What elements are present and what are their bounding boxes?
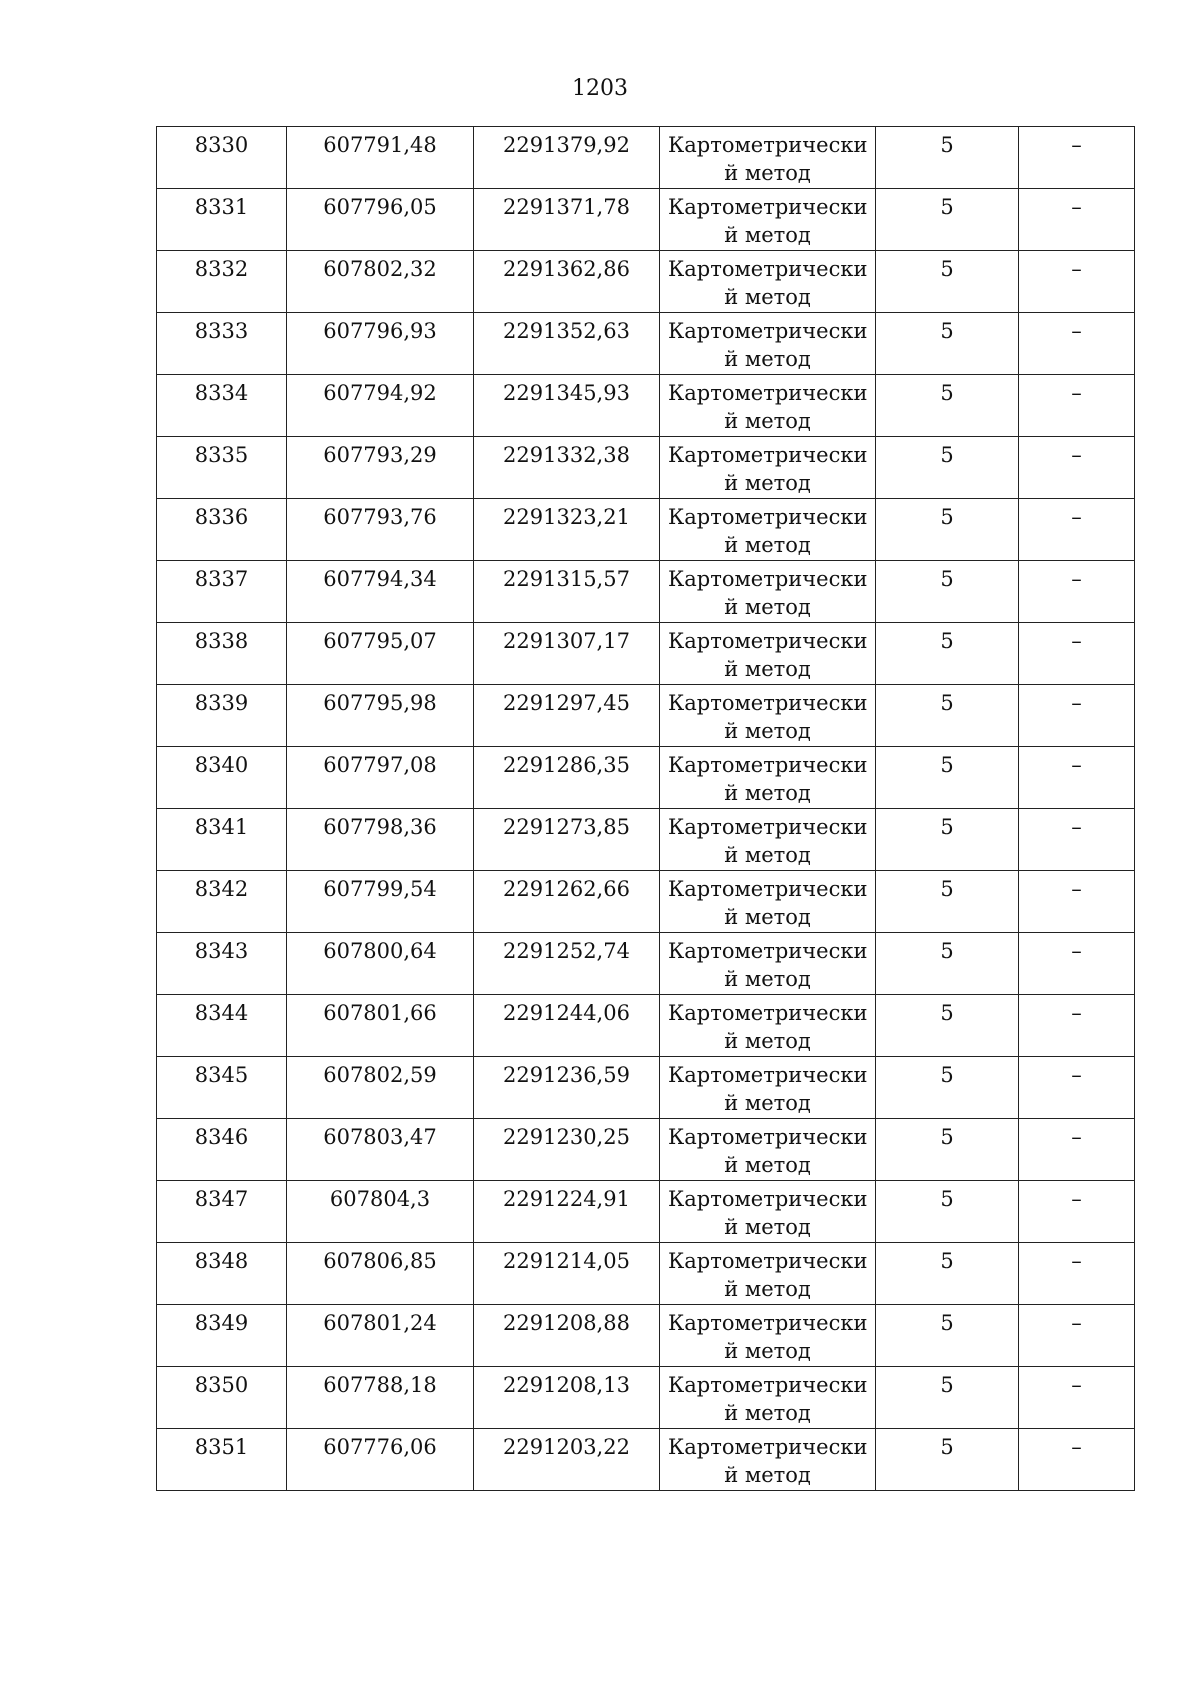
table-row xyxy=(157,189,1135,251)
x-coordinate-cell-text: 607776,06 xyxy=(323,1435,437,1459)
method-cell xyxy=(660,747,876,809)
accuracy-cell-text: 5 xyxy=(940,319,954,343)
method-cell-text: Картометрически й метод xyxy=(668,443,868,495)
extra-cell xyxy=(1019,871,1135,933)
point-number-cell xyxy=(157,623,287,685)
y-coordinate-cell xyxy=(474,685,660,747)
y-coordinate-cell-text: 2291262,66 xyxy=(503,877,630,901)
method-cell xyxy=(660,1057,876,1119)
point-number-cell xyxy=(157,561,287,623)
x-coordinate-cell-text: 607800,64 xyxy=(323,939,437,963)
x-coordinate-cell-text: 607797,08 xyxy=(323,753,437,777)
point-number-cell-text: 8334 xyxy=(194,381,249,405)
x-coordinate-cell xyxy=(287,747,474,809)
table-row xyxy=(157,499,1135,561)
extra-cell xyxy=(1019,685,1135,747)
extra-cell xyxy=(1019,623,1135,685)
accuracy-cell xyxy=(876,809,1019,871)
extra-cell-text: – xyxy=(1071,257,1082,281)
accuracy-cell-text: 5 xyxy=(940,1187,954,1211)
method-cell xyxy=(660,313,876,375)
table-row xyxy=(157,127,1135,189)
x-coordinate-cell-text: 607799,54 xyxy=(323,877,437,901)
extra-cell-text: – xyxy=(1071,1063,1082,1087)
accuracy-cell xyxy=(876,623,1019,685)
y-coordinate-cell-text: 2291297,45 xyxy=(503,691,630,715)
method-cell xyxy=(660,623,876,685)
extra-cell xyxy=(1019,1119,1135,1181)
y-coordinate-cell xyxy=(474,995,660,1057)
accuracy-cell xyxy=(876,251,1019,313)
point-number-cell xyxy=(157,127,287,189)
point-number-cell-text: 8331 xyxy=(194,195,249,219)
y-coordinate-cell-text: 2291224,91 xyxy=(503,1187,630,1211)
y-coordinate-cell-text: 2291352,63 xyxy=(503,319,630,343)
point-number-cell-text: 8333 xyxy=(194,319,249,343)
y-coordinate-cell xyxy=(474,561,660,623)
accuracy-cell-text: 5 xyxy=(940,257,954,281)
extra-cell xyxy=(1019,747,1135,809)
accuracy-cell-text: 5 xyxy=(940,133,954,157)
x-coordinate-cell xyxy=(287,623,474,685)
y-coordinate-cell xyxy=(474,809,660,871)
method-cell xyxy=(660,1429,876,1491)
y-coordinate-cell-text: 2291307,17 xyxy=(503,629,630,653)
table-row xyxy=(157,251,1135,313)
x-coordinate-cell xyxy=(287,561,474,623)
point-number-cell xyxy=(157,375,287,437)
method-cell xyxy=(660,437,876,499)
coordinates-table-body xyxy=(157,127,1135,1491)
table-row xyxy=(157,809,1135,871)
table-row xyxy=(157,1181,1135,1243)
point-number-cell-text: 8332 xyxy=(194,257,249,281)
point-number-cell-text: 8341 xyxy=(194,815,249,839)
accuracy-cell-text: 5 xyxy=(940,1249,954,1273)
point-number-cell-text: 8342 xyxy=(194,877,249,901)
table-row xyxy=(157,1243,1135,1305)
table-row xyxy=(157,313,1135,375)
accuracy-cell-text: 5 xyxy=(940,381,954,405)
table-row xyxy=(157,871,1135,933)
coordinates-table xyxy=(156,126,1135,1491)
point-number-cell-text: 8347 xyxy=(194,1187,249,1211)
extra-cell-text: – xyxy=(1071,877,1082,901)
method-cell-text: Картометрически й метод xyxy=(668,1435,868,1487)
method-cell-text: Картометрически й метод xyxy=(668,1187,868,1239)
x-coordinate-cell-text: 607795,07 xyxy=(323,629,437,653)
y-coordinate-cell xyxy=(474,499,660,561)
method-cell xyxy=(660,685,876,747)
x-coordinate-cell xyxy=(287,375,474,437)
accuracy-cell-text: 5 xyxy=(940,691,954,715)
method-cell-text: Картометрически й метод xyxy=(668,1001,868,1053)
point-number-cell xyxy=(157,995,287,1057)
accuracy-cell xyxy=(876,685,1019,747)
table-row xyxy=(157,437,1135,499)
table-row xyxy=(157,1429,1135,1491)
extra-cell-text: – xyxy=(1071,1001,1082,1025)
point-number-cell xyxy=(157,871,287,933)
extra-cell-text: – xyxy=(1071,1311,1082,1335)
table-row xyxy=(157,1119,1135,1181)
x-coordinate-cell xyxy=(287,313,474,375)
method-cell xyxy=(660,1119,876,1181)
point-number-cell xyxy=(157,933,287,995)
point-number-cell-text: 8344 xyxy=(194,1001,249,1025)
x-coordinate-cell-text: 607794,34 xyxy=(323,567,437,591)
extra-cell xyxy=(1019,1243,1135,1305)
y-coordinate-cell xyxy=(474,871,660,933)
accuracy-cell xyxy=(876,1181,1019,1243)
method-cell xyxy=(660,499,876,561)
x-coordinate-cell-text: 607788,18 xyxy=(323,1373,437,1397)
x-coordinate-cell-text: 607802,59 xyxy=(323,1063,437,1087)
x-coordinate-cell xyxy=(287,251,474,313)
y-coordinate-cell xyxy=(474,189,660,251)
method-cell-text: Картометрически й метод xyxy=(668,195,868,247)
method-cell xyxy=(660,809,876,871)
x-coordinate-cell-text: 607795,98 xyxy=(323,691,437,715)
extra-cell xyxy=(1019,1367,1135,1429)
method-cell-text: Картометрически й метод xyxy=(668,1125,868,1177)
accuracy-cell-text: 5 xyxy=(940,1373,954,1397)
accuracy-cell-text: 5 xyxy=(940,1435,954,1459)
extra-cell xyxy=(1019,375,1135,437)
table-row xyxy=(157,995,1135,1057)
x-coordinate-cell xyxy=(287,995,474,1057)
point-number-cell-text: 8337 xyxy=(194,567,249,591)
y-coordinate-cell-text: 2291362,86 xyxy=(503,257,630,281)
accuracy-cell xyxy=(876,499,1019,561)
method-cell-text: Картометрически й метод xyxy=(668,1249,868,1301)
extra-cell xyxy=(1019,437,1135,499)
extra-cell-text: – xyxy=(1071,939,1082,963)
method-cell-text: Картометрически й метод xyxy=(668,133,868,185)
method-cell xyxy=(660,1367,876,1429)
accuracy-cell xyxy=(876,375,1019,437)
y-coordinate-cell-text: 2291208,13 xyxy=(503,1373,630,1397)
method-cell-text: Картометрически й метод xyxy=(668,753,868,805)
y-coordinate-cell-text: 2291332,38 xyxy=(503,443,630,467)
table-row xyxy=(157,561,1135,623)
method-cell xyxy=(660,933,876,995)
accuracy-cell-text: 5 xyxy=(940,629,954,653)
x-coordinate-cell xyxy=(287,499,474,561)
method-cell xyxy=(660,1305,876,1367)
point-number-cell xyxy=(157,251,287,313)
accuracy-cell-text: 5 xyxy=(940,1063,954,1087)
accuracy-cell-text: 5 xyxy=(940,195,954,219)
method-cell xyxy=(660,375,876,437)
accuracy-cell xyxy=(876,871,1019,933)
table-row xyxy=(157,1367,1135,1429)
method-cell-text: Картометрически й метод xyxy=(668,629,868,681)
point-number-cell-text: 8349 xyxy=(194,1311,249,1335)
accuracy-cell-text: 5 xyxy=(940,443,954,467)
extra-cell-text: – xyxy=(1071,567,1082,591)
x-coordinate-cell xyxy=(287,1057,474,1119)
accuracy-cell-text: 5 xyxy=(940,1001,954,1025)
y-coordinate-cell xyxy=(474,747,660,809)
point-number-cell-text: 8345 xyxy=(194,1063,249,1087)
table-row xyxy=(157,685,1135,747)
method-cell xyxy=(660,251,876,313)
accuracy-cell xyxy=(876,561,1019,623)
accuracy-cell xyxy=(876,313,1019,375)
accuracy-cell xyxy=(876,127,1019,189)
x-coordinate-cell-text: 607801,24 xyxy=(323,1311,437,1335)
table-row xyxy=(157,375,1135,437)
y-coordinate-cell-text: 2291286,35 xyxy=(503,753,630,777)
y-coordinate-cell xyxy=(474,251,660,313)
point-number-cell-text: 8343 xyxy=(194,939,249,963)
table-row xyxy=(157,747,1135,809)
extra-cell xyxy=(1019,1181,1135,1243)
extra-cell-text: – xyxy=(1071,1187,1082,1211)
table-row xyxy=(157,1057,1135,1119)
x-coordinate-cell xyxy=(287,685,474,747)
y-coordinate-cell xyxy=(474,623,660,685)
extra-cell-text: – xyxy=(1071,195,1082,219)
accuracy-cell xyxy=(876,189,1019,251)
extra-cell-text: – xyxy=(1071,319,1082,343)
extra-cell-text: – xyxy=(1071,753,1082,777)
x-coordinate-cell xyxy=(287,1181,474,1243)
x-coordinate-cell xyxy=(287,1429,474,1491)
point-number-cell xyxy=(157,1119,287,1181)
accuracy-cell xyxy=(876,995,1019,1057)
accuracy-cell-text: 5 xyxy=(940,567,954,591)
point-number-cell xyxy=(157,1429,287,1491)
extra-cell xyxy=(1019,499,1135,561)
x-coordinate-cell-text: 607802,32 xyxy=(323,257,437,281)
extra-cell-text: – xyxy=(1071,815,1082,839)
accuracy-cell-text: 5 xyxy=(940,753,954,777)
y-coordinate-cell xyxy=(474,127,660,189)
extra-cell xyxy=(1019,313,1135,375)
x-coordinate-cell xyxy=(287,1119,474,1181)
extra-cell-text: – xyxy=(1071,1249,1082,1273)
method-cell-text: Картометрически й метод xyxy=(668,1063,868,1115)
method-cell-text: Картометрически й метод xyxy=(668,319,868,371)
method-cell xyxy=(660,1181,876,1243)
point-number-cell-text: 8336 xyxy=(194,505,249,529)
extra-cell-text: – xyxy=(1071,443,1082,467)
point-number-cell-text: 8339 xyxy=(194,691,249,715)
y-coordinate-cell xyxy=(474,1305,660,1367)
method-cell-text: Картометрически й метод xyxy=(668,1373,868,1425)
y-coordinate-cell xyxy=(474,1119,660,1181)
table-row xyxy=(157,623,1135,685)
x-coordinate-cell-text: 607791,48 xyxy=(323,133,437,157)
y-coordinate-cell xyxy=(474,933,660,995)
accuracy-cell xyxy=(876,1367,1019,1429)
y-coordinate-cell-text: 2291203,22 xyxy=(503,1435,630,1459)
accuracy-cell xyxy=(876,437,1019,499)
extra-cell-text: – xyxy=(1071,1125,1082,1149)
extra-cell-text: – xyxy=(1071,629,1082,653)
extra-cell-text: – xyxy=(1071,691,1082,715)
method-cell-text: Картометрически й метод xyxy=(668,691,868,743)
accuracy-cell xyxy=(876,1243,1019,1305)
extra-cell-text: – xyxy=(1071,1435,1082,1459)
y-coordinate-cell xyxy=(474,313,660,375)
x-coordinate-cell-text: 607803,47 xyxy=(323,1125,437,1149)
point-number-cell-text: 8346 xyxy=(194,1125,249,1149)
x-coordinate-cell-text: 607806,85 xyxy=(323,1249,437,1273)
point-number-cell xyxy=(157,1305,287,1367)
extra-cell xyxy=(1019,127,1135,189)
point-number-cell-text: 8351 xyxy=(194,1435,249,1459)
y-coordinate-cell-text: 2291244,06 xyxy=(503,1001,630,1025)
y-coordinate-cell xyxy=(474,1429,660,1491)
extra-cell-text: – xyxy=(1071,1373,1082,1397)
accuracy-cell-text: 5 xyxy=(940,877,954,901)
point-number-cell xyxy=(157,499,287,561)
y-coordinate-cell-text: 2291230,25 xyxy=(503,1125,630,1149)
point-number-cell xyxy=(157,1367,287,1429)
x-coordinate-cell xyxy=(287,809,474,871)
accuracy-cell xyxy=(876,933,1019,995)
y-coordinate-cell xyxy=(474,1367,660,1429)
accuracy-cell-text: 5 xyxy=(940,1311,954,1335)
x-coordinate-cell-text: 607793,29 xyxy=(323,443,437,467)
extra-cell-text: – xyxy=(1071,133,1082,157)
y-coordinate-cell-text: 2291371,78 xyxy=(503,195,630,219)
method-cell-text: Картометрически й метод xyxy=(668,257,868,309)
x-coordinate-cell xyxy=(287,189,474,251)
method-cell-text: Картометрически й метод xyxy=(668,1311,868,1363)
method-cell-text: Картометрически й метод xyxy=(668,815,868,867)
x-coordinate-cell xyxy=(287,1243,474,1305)
accuracy-cell xyxy=(876,1057,1019,1119)
y-coordinate-cell xyxy=(474,1243,660,1305)
point-number-cell xyxy=(157,189,287,251)
table-row xyxy=(157,1305,1135,1367)
x-coordinate-cell xyxy=(287,871,474,933)
point-number-cell xyxy=(157,437,287,499)
point-number-cell-text: 8350 xyxy=(194,1373,249,1397)
point-number-cell-text: 8340 xyxy=(194,753,249,777)
point-number-cell xyxy=(157,685,287,747)
extra-cell xyxy=(1019,1057,1135,1119)
x-coordinate-cell-text: 607796,93 xyxy=(323,319,437,343)
method-cell xyxy=(660,189,876,251)
table-row xyxy=(157,933,1135,995)
accuracy-cell-text: 5 xyxy=(940,939,954,963)
accuracy-cell xyxy=(876,1305,1019,1367)
accuracy-cell xyxy=(876,1429,1019,1491)
method-cell-text: Картометрически й метод xyxy=(668,381,868,433)
extra-cell xyxy=(1019,561,1135,623)
y-coordinate-cell-text: 2291208,88 xyxy=(503,1311,630,1335)
y-coordinate-cell-text: 2291252,74 xyxy=(503,939,630,963)
extra-cell xyxy=(1019,1429,1135,1491)
point-number-cell xyxy=(157,1057,287,1119)
extra-cell xyxy=(1019,251,1135,313)
x-coordinate-cell xyxy=(287,1367,474,1429)
accuracy-cell xyxy=(876,747,1019,809)
point-number-cell xyxy=(157,1181,287,1243)
x-coordinate-cell-text: 607804,3 xyxy=(329,1187,431,1211)
extra-cell xyxy=(1019,189,1135,251)
method-cell xyxy=(660,1243,876,1305)
y-coordinate-cell-text: 2291345,93 xyxy=(503,381,630,405)
point-number-cell xyxy=(157,1243,287,1305)
y-coordinate-cell-text: 2291379,92 xyxy=(503,133,630,157)
extra-cell xyxy=(1019,933,1135,995)
extra-cell xyxy=(1019,995,1135,1057)
point-number-cell xyxy=(157,313,287,375)
x-coordinate-cell xyxy=(287,437,474,499)
method-cell xyxy=(660,561,876,623)
point-number-cell xyxy=(157,747,287,809)
extra-cell xyxy=(1019,1305,1135,1367)
point-number-cell-text: 8335 xyxy=(194,443,249,467)
accuracy-cell-text: 5 xyxy=(940,815,954,839)
x-coordinate-cell-text: 607796,05 xyxy=(323,195,437,219)
y-coordinate-cell xyxy=(474,1181,660,1243)
extra-cell xyxy=(1019,809,1135,871)
point-number-cell-text: 8348 xyxy=(194,1249,249,1273)
accuracy-cell xyxy=(876,1119,1019,1181)
point-number-cell-text: 8330 xyxy=(194,133,249,157)
method-cell xyxy=(660,995,876,1057)
x-coordinate-cell-text: 607793,76 xyxy=(323,505,437,529)
method-cell-text: Картометрически й метод xyxy=(668,939,868,991)
method-cell-text: Картометрически й метод xyxy=(668,505,868,557)
y-coordinate-cell xyxy=(474,375,660,437)
accuracy-cell-text: 5 xyxy=(940,1125,954,1149)
extra-cell-text: – xyxy=(1071,505,1082,529)
point-number-cell xyxy=(157,809,287,871)
method-cell xyxy=(660,871,876,933)
page-number: 1203 xyxy=(572,76,628,101)
point-number-cell-text: 8338 xyxy=(194,629,249,653)
x-coordinate-cell xyxy=(287,127,474,189)
y-coordinate-cell-text: 2291236,59 xyxy=(503,1063,630,1087)
y-coordinate-cell-text: 2291315,57 xyxy=(503,567,630,591)
x-coordinate-cell xyxy=(287,1305,474,1367)
y-coordinate-cell-text: 2291323,21 xyxy=(503,505,630,529)
method-cell-text: Картометрически й метод xyxy=(668,567,868,619)
method-cell xyxy=(660,127,876,189)
y-coordinate-cell-text: 2291214,05 xyxy=(503,1249,630,1273)
y-coordinate-cell xyxy=(474,437,660,499)
x-coordinate-cell-text: 607798,36 xyxy=(323,815,437,839)
x-coordinate-cell xyxy=(287,933,474,995)
y-coordinate-cell-text: 2291273,85 xyxy=(503,815,630,839)
accuracy-cell-text: 5 xyxy=(940,505,954,529)
x-coordinate-cell-text: 607794,92 xyxy=(323,381,437,405)
y-coordinate-cell xyxy=(474,1057,660,1119)
extra-cell-text: – xyxy=(1071,381,1082,405)
x-coordinate-cell-text: 607801,66 xyxy=(323,1001,437,1025)
method-cell-text: Картометрически й метод xyxy=(668,877,868,929)
